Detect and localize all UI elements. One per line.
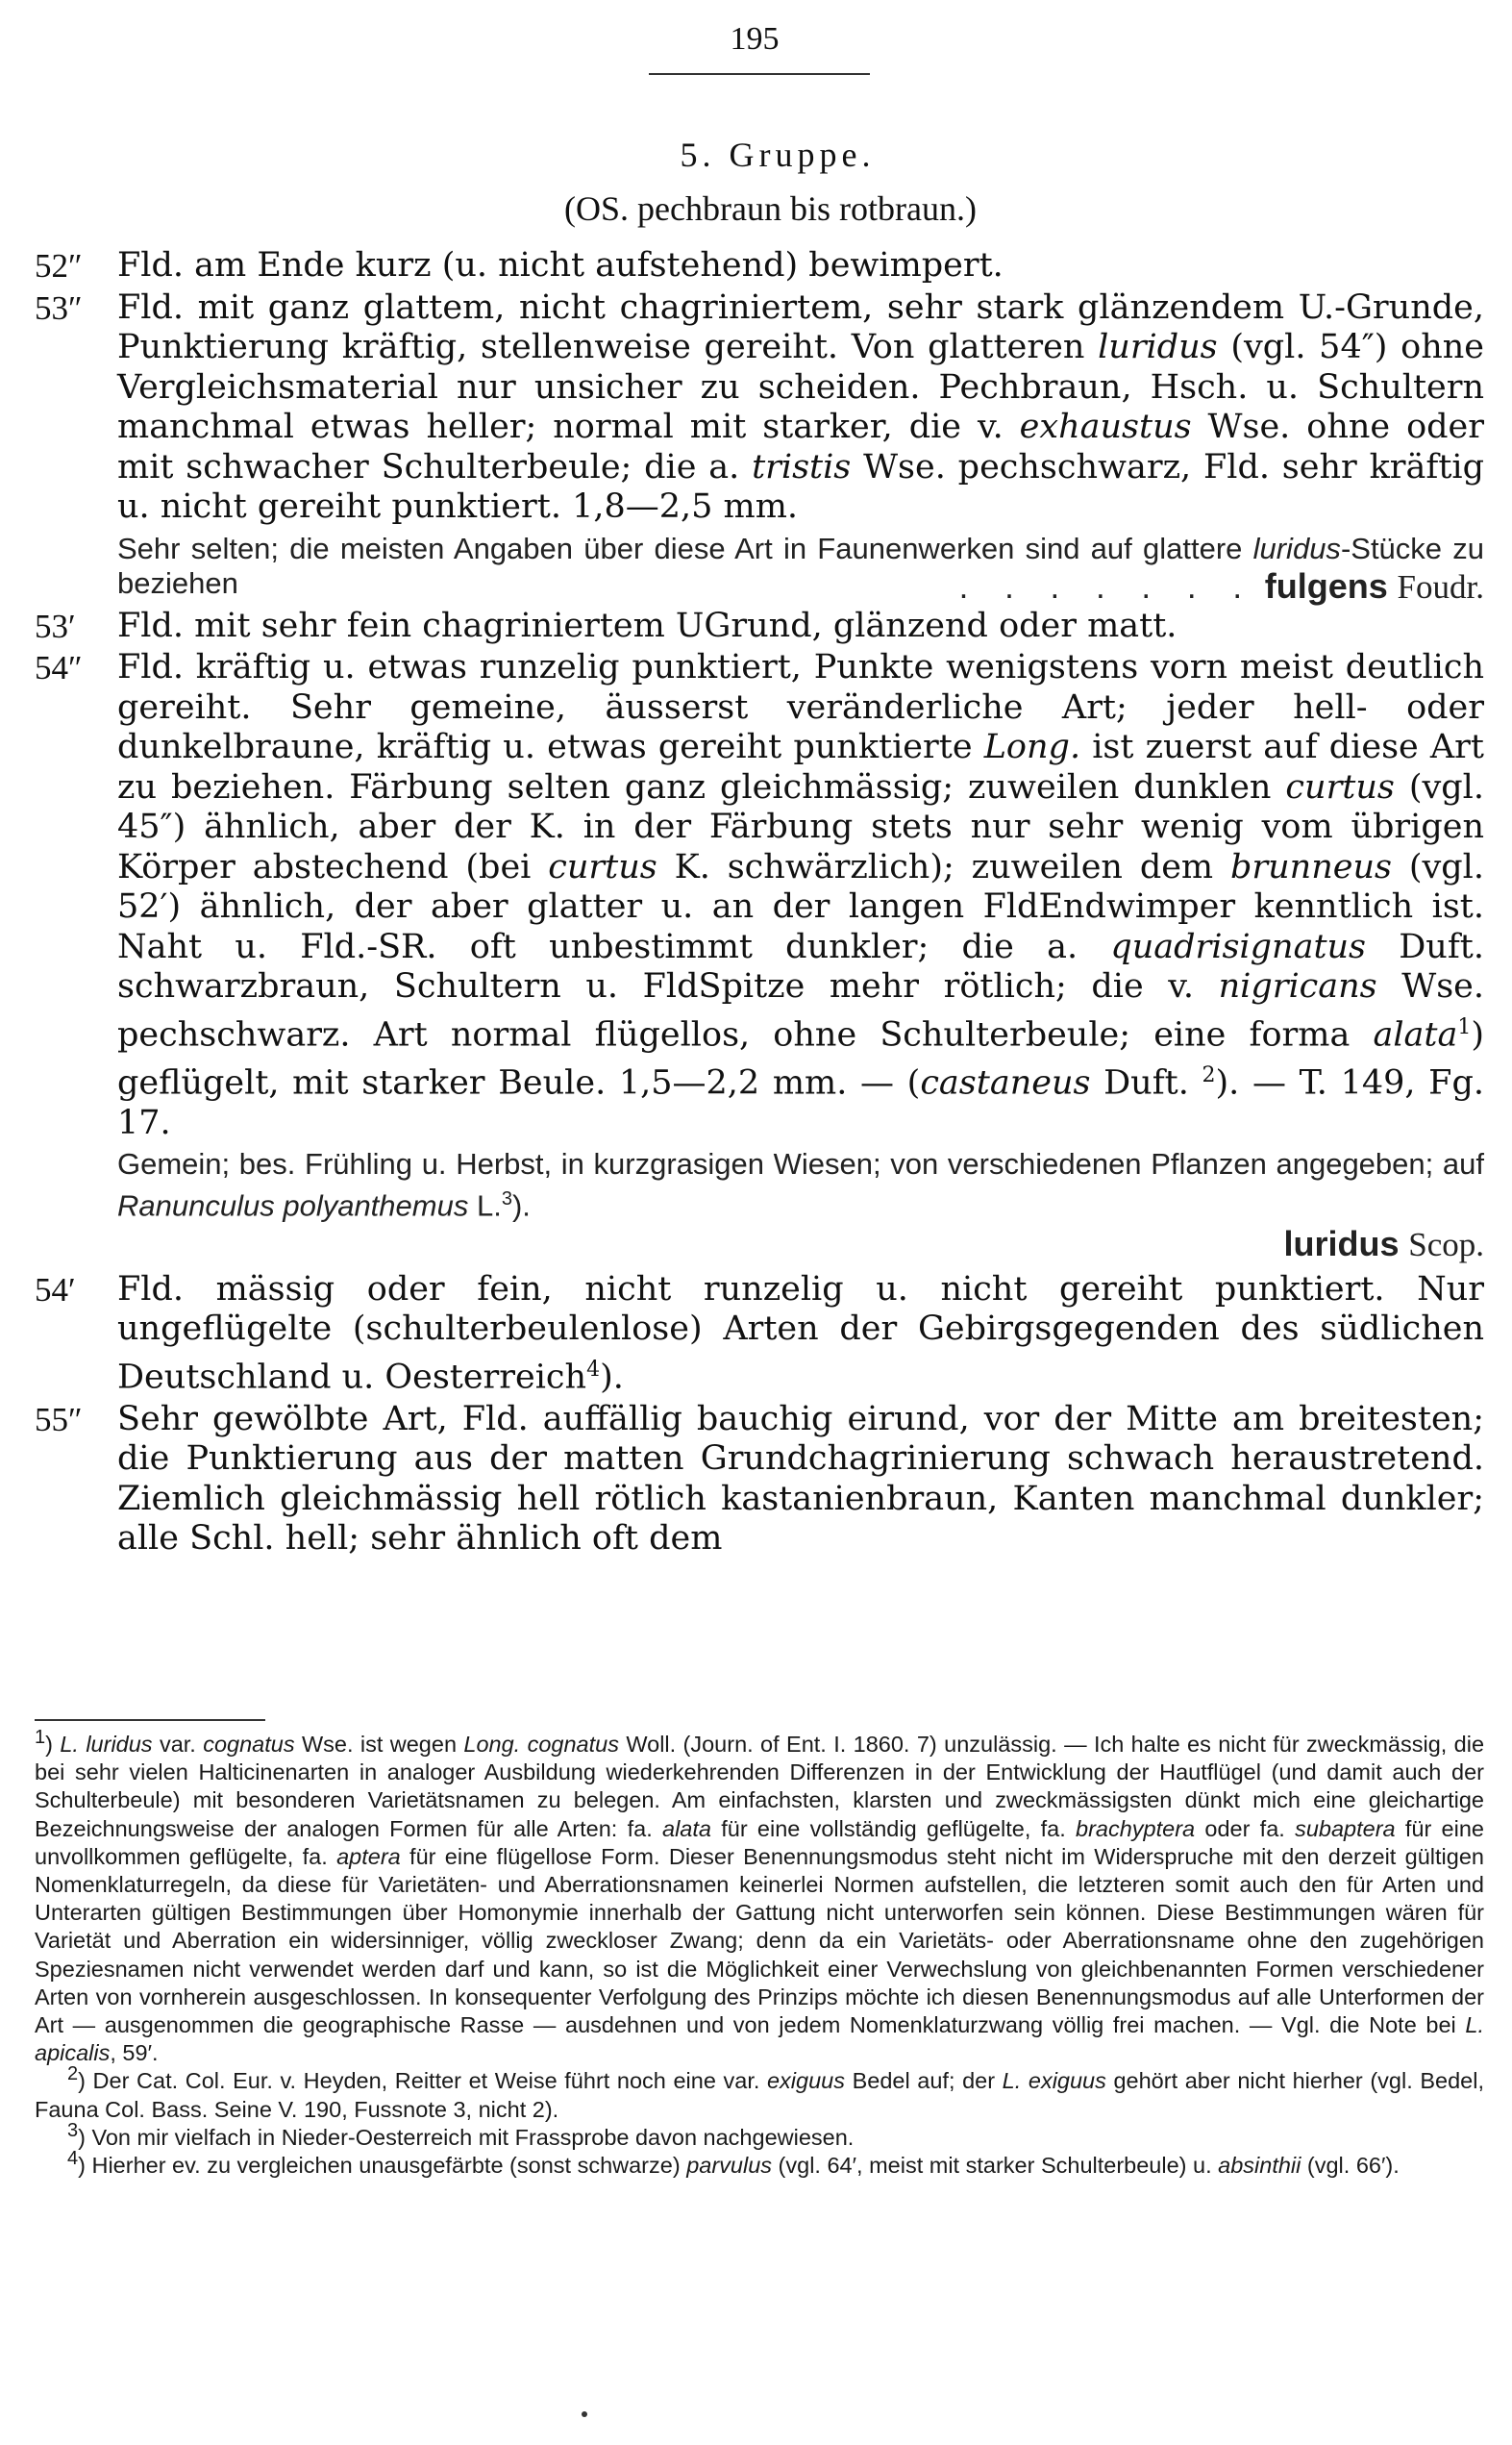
footnote-ref: 1	[1457, 1014, 1472, 1039]
footnote-text: gehört aber nicht hierher (vgl. Bedel, Fauna Col. Bass. Seine V. 190, Fussnote 3, nicht 2).	[35, 2068, 1484, 2122]
taxon-name: subaptera	[1295, 1815, 1396, 1841]
footnote-text: (vgl. 64′, meist mit starker Schulterbeule) u.	[772, 2153, 1219, 2179]
key-entry-55b	[35, 1400, 1484, 1559]
leader-dots: . . . . . . .	[958, 567, 1256, 606]
footnote-text: ) Von mir vielfach in Nieder-Oesterreich mit Frassprobe davon nachgewiesen.	[78, 2124, 855, 2150]
footnote-text: Woll. (Journ. of Ent. I. 1860. 7) unzulässig. — Ich halte es nicht für zweckmässig, die bei sehr vielen Halticinenarten in analoger Ausbildung wiederkehrenden Differenzen in der Entwicklung der Hautflügel (und damit auch der Schulterbeule) mit besonderen Varietätsnamen zu belegen. Am einfachsten, klarsten und zweckmässigsten dünkt mich eine gleichartige Bezeichnungsweise der analogen Formen für alle Arten: fa.	[35, 1732, 1485, 1841]
footnote-text: für eine vollständig geflügelte, fa.	[710, 1815, 1077, 1841]
taxon-name: brachyptera	[1076, 1815, 1196, 1841]
entry-text: (vgl. 54″) ohne Vergleichsmaterial nur unsicher zu scheiden. Pechbraun, Hsch. u. Schultern manchmal etwas heller; normal mit starker, die v.	[117, 328, 1484, 446]
taxon-name: luridus	[1252, 531, 1341, 565]
footnote-2	[35, 2063, 1484, 2123]
footnote-1	[35, 1727, 1485, 2067]
taxon-name: alata	[662, 1815, 711, 1841]
taxon-name: quadrisignatus	[1110, 927, 1367, 966]
footnote-mark: 2	[67, 2063, 79, 2085]
taxon-name: luridus	[1098, 328, 1218, 366]
note-text: Gemein; bes. Frühling u. Herbst, in kurzgrasigen Wiesen; von verschiedenen Pflanzen angegeben; auf	[117, 1147, 1484, 1182]
entry-text: K. schwärzlich); zuweilen dem	[657, 847, 1230, 886]
page-number: 195	[730, 21, 780, 57]
footnote-mark: 4	[67, 2148, 79, 2170]
entry-text: Fld. mässig oder fein, nicht runzelig u. nicht gereiht punktiert. Nur ungeflügelte (schulterbeulenlose) Arten der Gebirgsgegenden des südlichen Deutschland u. Oesterreich	[117, 1269, 1484, 1397]
entry-text: Wse. pechschwarz, Fld. sehr kräftig u. nicht gereiht punktiert. 1,8—2,5 mm.	[117, 447, 1484, 526]
note-text: ).	[511, 1188, 531, 1223]
note-text: L.	[468, 1188, 502, 1223]
taxon-name: castaneus	[920, 1063, 1091, 1103]
key-entry-53a	[35, 607, 1484, 647]
taxon-name: cognatus	[203, 1732, 295, 1757]
footnotes	[35, 1727, 1485, 2180]
key-entry-52b	[35, 246, 1484, 287]
note-text: -Stücke zu beziehen	[117, 531, 1484, 600]
footnote-ref: 2	[1202, 1062, 1216, 1087]
footnote-text: )	[45, 1732, 61, 1757]
footnote-rule	[35, 1719, 265, 1721]
note-text: Sehr selten; die meisten Angaben über diese Art in Faunenwerken sind auf glattere	[117, 531, 1253, 565]
couplet-number: 54′	[35, 1270, 76, 1309]
species-name: fulgens	[1264, 565, 1388, 606]
taxon-name: L. exiguus	[1002, 2068, 1106, 2094]
taxon-name: brunneus	[1230, 847, 1392, 886]
taxon-name: nigricans	[1218, 967, 1377, 1006]
footnote-4	[35, 2148, 1484, 2180]
species-name: luridus	[1283, 1223, 1400, 1263]
key-entry-54b	[35, 648, 1484, 1143]
taxon-name: alata	[1373, 1015, 1458, 1055]
entry-text: (vgl. 52′) ähnlich, der aber glatter u. an der langen FldEndwimper kenntlich ist. Naht u. Fld.-SR. oft unbestimmt dunkler; die a.	[117, 847, 1485, 966]
footnote-mark: 1	[35, 1727, 46, 1749]
entry-text: Fld. mit ganz glattem, nicht chagriniertem, sehr stark glänzendem U.-Grunde, Punktierung kräftig, stellenweise gereiht. Von glatteren	[117, 287, 1484, 366]
group-subtitle: (OS. pechbraun bis rotbraun.)	[564, 189, 977, 228]
biology-note	[35, 1147, 1484, 1263]
taxon-name: aptera	[336, 1843, 401, 1869]
footnote-text: ) Der Cat. Col. Eur. v. Heyden, Reitter et Weise führt noch eine var.	[78, 2068, 767, 2094]
footnote-mark: 3	[67, 2120, 79, 2142]
entry-text: ).	[600, 1358, 624, 1397]
footnote-ref: 4	[586, 1357, 601, 1382]
footnote-text: Bedel auf; der	[844, 2068, 1003, 2094]
biology-note	[35, 531, 1484, 606]
taxon-name: curtus	[548, 847, 657, 886]
footnote-3	[35, 2120, 1484, 2152]
species-author: Foudr.	[1397, 567, 1484, 606]
entry-text: Duft. schwarzbraun, Schultern u. FldSpitze mehr rötlich; die v.	[117, 927, 1484, 1006]
taxon-name: exhaustus	[1019, 408, 1192, 446]
footnote-text: (vgl. 66′).	[1301, 2153, 1400, 2179]
group-title: 5. Gruppe.	[680, 136, 876, 174]
footnote-ref: 3	[501, 1188, 512, 1210]
couplet-number: 53″	[35, 288, 83, 327]
entry-text: Wse. pechschwarz. Art normal flügellos, ohne Schulterbeule; eine forma	[117, 967, 1484, 1055]
key-entry-53b	[35, 288, 1484, 528]
couplet-number: 54″	[35, 649, 83, 686]
footnote-text: für eine unvollkommen geflügelte, fa.	[35, 1815, 1484, 1869]
taxon-name: Ranunculus polyanthemus	[117, 1188, 469, 1223]
key-entry-54a	[35, 1270, 1484, 1398]
entry-text: ) geflügelt, mit starker Beule. 1,5—2,2 mm. — (	[117, 1015, 1484, 1103]
species-author: Scop.	[1408, 1225, 1484, 1263]
entry-text: Sehr gewölbte Art, Fld. auffällig bauchig eirund, vor der Mitte am breitesten; die Punktierung aus der matten Grundchagrinierung schwach heraustretend. Ziemlich gleichmässig hell rötlich kastanienbraun, Kanten manchmal dunkler; alle Schl. hell; sehr ähnlich oft dem	[117, 1399, 1484, 1559]
taxon-name: Long. cognatus	[463, 1732, 619, 1757]
footnote-text: oder fa.	[1195, 1815, 1296, 1841]
footnote-text: ) Hierher ev. zu vergleichen unausgefärbte (sonst schwarze)	[78, 2153, 687, 2179]
entry-text: Fld. mit sehr fein chagriniertem UGrund, glänzend oder matt.	[117, 606, 1177, 645]
key-body	[35, 246, 1484, 1561]
footnote-text: Wse. ist wegen	[294, 1732, 464, 1757]
entry-text: ). — T. 149, Fg. 17.	[117, 1063, 1484, 1142]
couplet-number: 53′	[35, 607, 76, 645]
taxon-name: Long.	[983, 728, 1081, 766]
entry-text: Wse. ohne oder mit schwacher Schulterbeule; die a.	[117, 408, 1484, 487]
entry-text: Fld. am Ende kurz (u. nicht aufstehend) bewimpert.	[117, 246, 1004, 285]
species-line	[117, 1224, 1484, 1264]
print-speck	[582, 2411, 587, 2417]
taxon-name: curtus	[1285, 767, 1395, 807]
couplet-number: 52″	[35, 247, 83, 285]
taxon-name: tristis	[752, 447, 852, 487]
footnote-text: für eine flügellose Form. Dieser Benennungsmodus steht nicht im Widerspruche mit den derzeit gültigen Nomenklaturregeln, da diese für Varietäten- und Aberrationsnamen keinerlei Normen aufstellen, die letzteren somit auch den für Arten und Unterarten gültigen Bestimmungen über Homonymie innerhalb der Gattung nicht unterworfen sein können. Diese Bestimmungen wären für Varietät und Aberration ein widersinniger, völlig zweckloser Zwang; denn da ein Varietäts- oder Aberrationsname ohne den zugehörigen Speziesnamen nicht verwendet werden darf und kann, so ist die Möglichkeit einer Verwechslung von gleichbenannten Formen verschiedener Arten von vornherein ausgeschlossen. In konsequenter Verfolgung des Prinzips möchte ich diesen Benennungsmodus auf alle Unterformen der Art — ausgenommen die geographische Rasse — ausdehnen und von jedem Nomenklaturzwang völlig frei machen. — Vgl. die Note bei	[35, 1843, 1484, 2038]
species-line	[959, 566, 1484, 607]
entry-text: Fld. kräftig u. etwas runzelig punktiert, Punkte wenigstens vorn meist deutlich gereiht. Sehr gemeine, äusserst veränderliche Art; jeder hell- oder dunkelbraune, kräftig u. etwas gereiht punktierte	[117, 648, 1484, 766]
entry-text: (vgl. 45″) ähnlich, aber der K. in der Färbung stets nur sehr wenig vom übrigen Körper abstechend (bei	[117, 767, 1484, 886]
taxon-name: L. luridus	[60, 1732, 153, 1757]
footnote-text: , 59′.	[110, 2040, 159, 2066]
taxon-name: absinthii	[1218, 2153, 1301, 2179]
taxon-name: parvulus	[686, 2153, 773, 2179]
couplet-number: 55″	[35, 1400, 83, 1438]
footnote-text: var.	[152, 1732, 204, 1757]
entry-text: ist zuerst auf diese Art zu beziehen. Färbung selten ganz gleichmässig; zuweilen dunklen	[117, 728, 1484, 807]
entry-text: Duft.	[1090, 1063, 1202, 1103]
header-rule	[649, 73, 870, 75]
taxon-name: exiguus	[766, 2068, 845, 2094]
taxon-name: L. apicalis	[35, 2012, 1484, 2066]
